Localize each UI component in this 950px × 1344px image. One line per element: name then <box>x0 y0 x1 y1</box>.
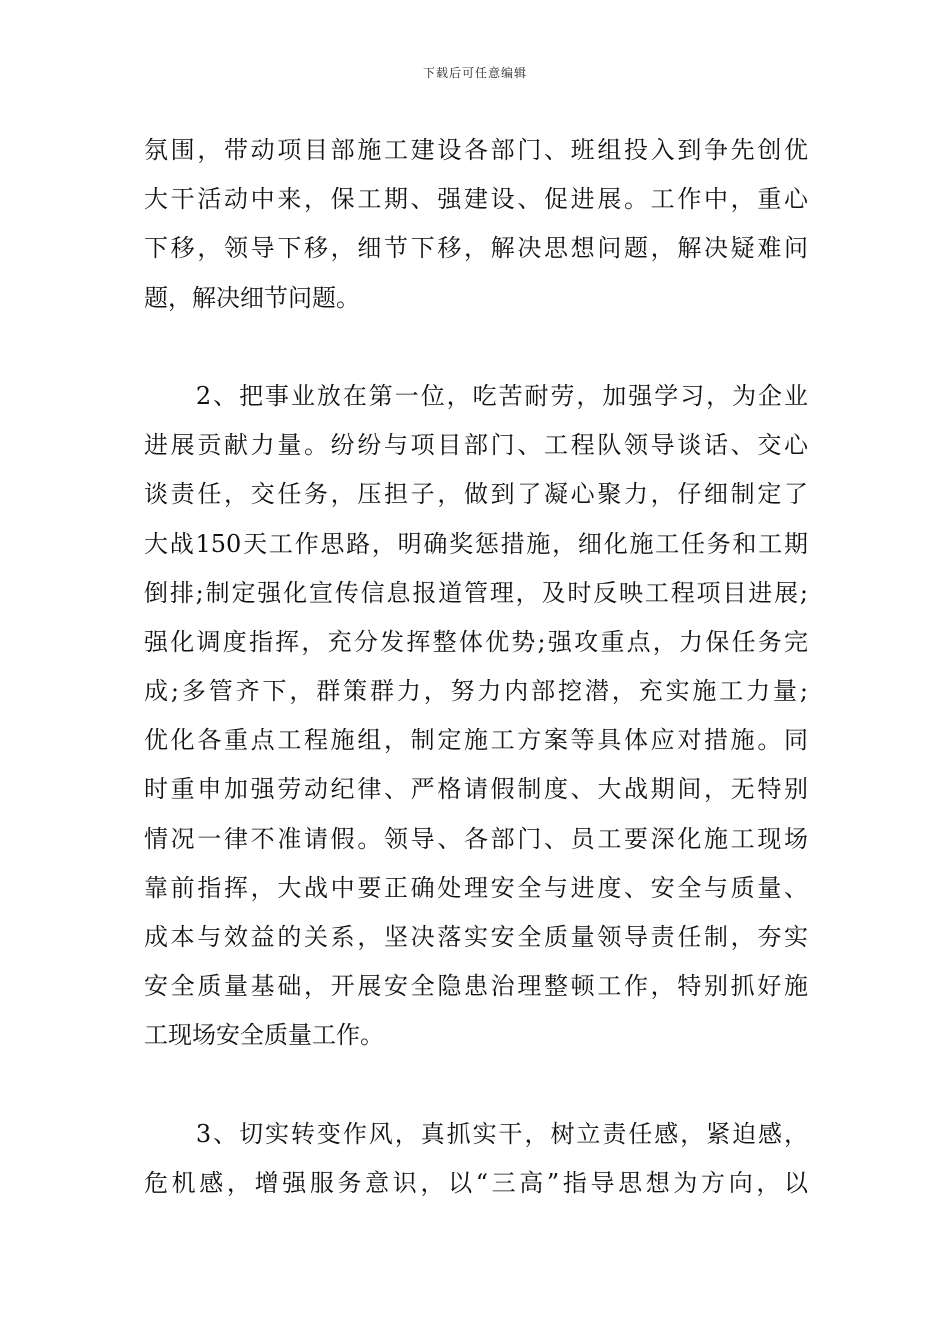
text-line: 下移，领导下移，细节下移，解决思想问题，解决疑难问 <box>144 234 808 263</box>
text-line: 工现场安全质量工作。 <box>144 1021 384 1050</box>
text-line: 情况一律不准请假。领导、各部门、员工要深化施工现场 <box>144 824 808 853</box>
text-line: 安全质量基础，开展安全隐患治理整顿工作，特别抓好施 <box>144 972 808 1001</box>
paragraph-gap <box>144 323 808 372</box>
text-line: 时重申加强劳动纪律、严格请假制度、大战期间，无特别 <box>144 775 808 804</box>
text-line: 靠前指挥，大战中要正确处理安全与进度、安全与质量、 <box>144 873 808 902</box>
text-line: 危机感，增强服务意识，以“三高”指导思想为方向，以 <box>144 1168 808 1197</box>
paragraph-2 <box>144 372 808 1061</box>
text-line: 进展贡献力量。纷纷与项目部门、工程队领导谈话、交心 <box>144 431 808 460</box>
text-line: 倒排;制定强化宣传信息报道管理，及时反映工程项目进展; <box>144 578 808 607</box>
page-header: 下载后可任意编辑 <box>422 66 527 80</box>
text-line: 优化各重点工程施组，制定施工方案等具体应对措施。同 <box>144 726 808 755</box>
text-line: 氛围，带动项目部施工建设各部门、班组投入到争先创优 <box>144 136 808 164</box>
text-line: 3、切实转变作风，真抓实干，树立责任感，紧迫感， <box>144 1119 808 1148</box>
text-line: 强化调度指挥，充分发挥整体优势;强攻重点，力保任务完 <box>144 627 808 656</box>
text-line: 谈责任，交任务，压担子，做到了凝心聚力，仔细制定了 <box>144 480 808 509</box>
text-line: 题，解决细节问题。 <box>144 283 360 312</box>
text-line: 成本与效益的关系，坚决落实安全质量领导责任制，夯实 <box>144 923 808 951</box>
paragraph-gap <box>144 1061 808 1110</box>
text-line: 成;多管齐下，群策群力，努力内部挖潜，充实施工力量; <box>144 677 808 706</box>
text-line: 2、把事业放在第一位，吃苦耐劳，加强学习，为企业 <box>144 381 808 410</box>
text-line: 大战150天工作思路，明确奖惩措施，细化施工任务和工期 <box>144 529 808 558</box>
text-line: 大干活动中来，保工期、强建设、促进展。工作中，重心 <box>144 185 808 214</box>
paragraph-1 <box>144 126 808 323</box>
paragraph-3 <box>144 1110 808 1208</box>
document-body <box>144 126 808 1208</box>
